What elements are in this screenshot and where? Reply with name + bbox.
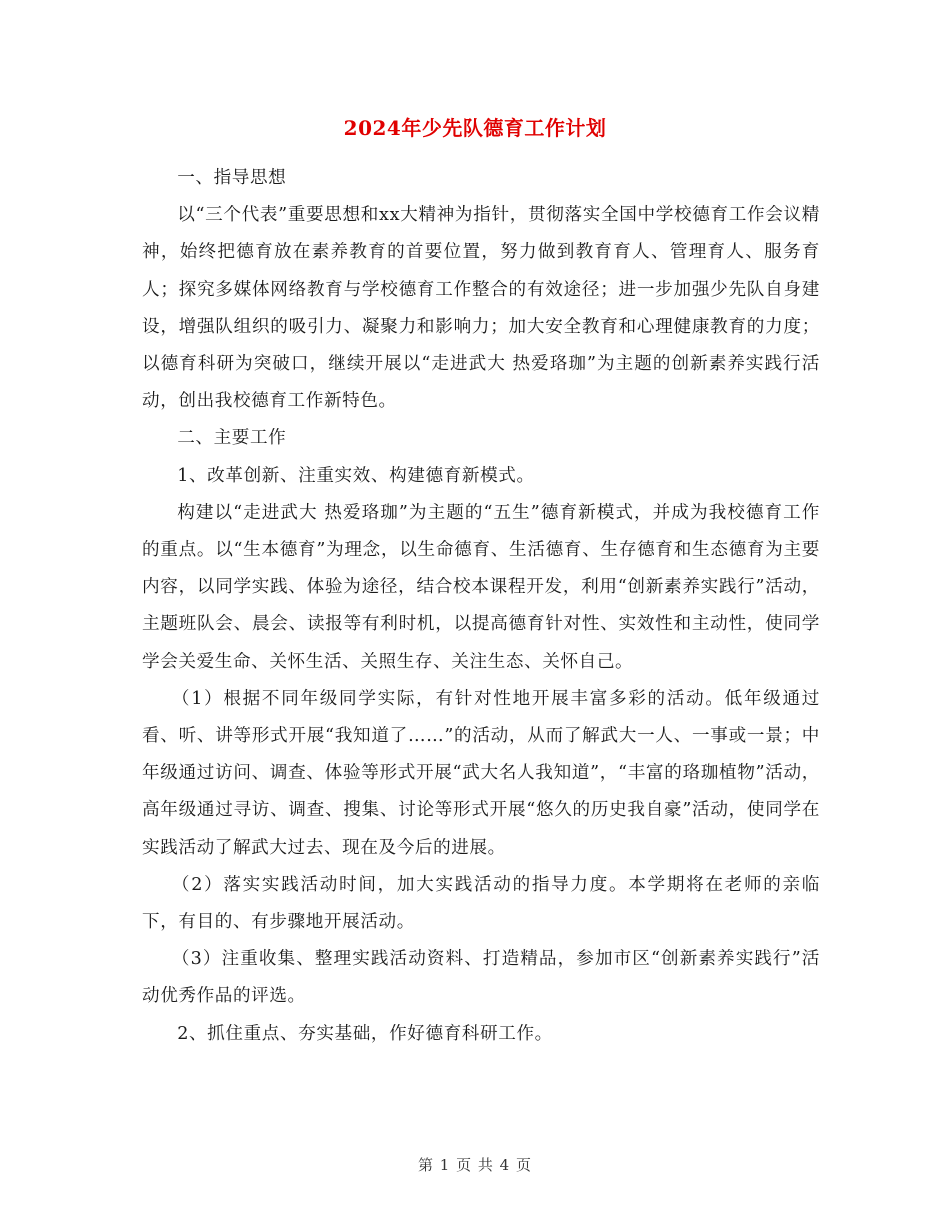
paragraph-item-1: （1）根据不同年级同学实际，有针对性地开展丰富多彩的活动。低年级通过看、听、讲等形式开展“我知道了……”的活动，从而了解武大一人、一事或一景；中年级通过访问、调查、体验等形式开展“武大名人我知道”，“丰富的珞珈植物”活动，高年级通过寻访、调查、搜集、讨论等形式开展“悠久的历史我自豪”活动，使同学在实践活动了解武大过去、现在及今后的进展。 — [142, 688, 820, 858]
document-body — [142, 160, 820, 1053]
paragraph-item-3: （3）注重收集、整理实践活动资料、打造精品，参加市区“创新素养实践行”活动优秀作品的评选。 — [142, 949, 820, 1007]
document-title: 2024年少先队德育工作计划 — [343, 116, 607, 140]
subheading-reform-innovation: 1、改革创新、注重实效、构建德育新模式。 — [177, 465, 535, 486]
section-heading-guiding-ideology: 一、指导思想 — [177, 168, 287, 188]
page-footer: 第 1 页 共 4 页 — [418, 1156, 532, 1174]
subheading-research-work: 2、抓住重点、夯实基础，作好德育科研工作。 — [177, 1023, 553, 1044]
section-heading-main-work: 二、主要工作 — [177, 428, 287, 449]
paragraph-guiding-ideology: 以“三个代表”重要思想和xx大精神为指针，贯彻落实全国中学校德育工作会议精神，始终把德育放在素养教育的首要位置，努力做到教育育人、管理育人、服务育人；探究多媒体网络教育与学校德育工作整合的有效途径；进一步加强少先队自身建设，增强队组织的吸引力、凝聚力和影响力；加大安全教育和心理健康教育的力度；以德育科研为突破口，继续开展以“走进武大 热爱珞珈”为主题的创新素养实践行活动，创出我校德育工作新特色。 — [142, 205, 820, 412]
paragraph-item-2: （2）落实实践活动时间，加大实践活动的指导力度。本学期将在老师的亲临下，有目的、有步骤地开展活动。 — [142, 874, 820, 933]
paragraph-new-model: 构建以“走进武大 热爱珞珈”为主题的“五生”德育新模式，并成为我校德育工作的重点。以“生本德育”为理念，以生命德育、生活德育、生存德育和生态德育为主要内容，以同学实践、体验为途径，结合校本课程开发，利用“创新素养实践行”活动，主题班队会、晨会、读报等有利时机，以提高德育针对性、实效性和主动性，使同学学会关爱生命、关怀生活、关照生存、关注生态、关怀自己。 — [142, 502, 820, 672]
